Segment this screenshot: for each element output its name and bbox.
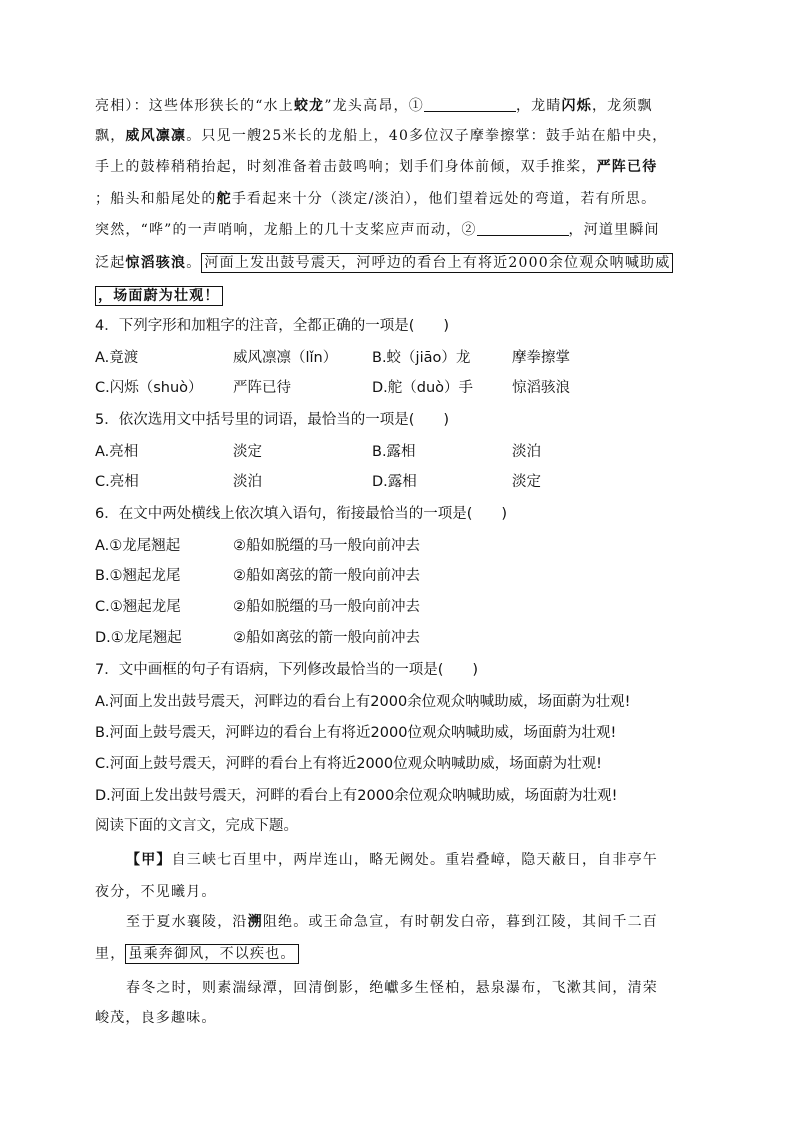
q5-option-b: B.露相 [372, 444, 416, 460]
text: 飘， [95, 128, 126, 144]
question-5-stem: 5．依次选用文中括号里的词语，最恰当的一项是( ) [95, 412, 450, 428]
classical-para-1-line-2: 夜分，不见曦月。 [95, 884, 217, 900]
q6-option-d-2: ②船如离弦的箭一般向前冲去 [233, 630, 420, 646]
boxed-sentence-end: ，场面蔚为壮观！ [95, 286, 223, 306]
q6-option-a: A.①龙尾翘起 [95, 538, 181, 554]
passage-line-5 [95, 220, 660, 240]
q7-option-c: C.河面上鼓号震天，河畔的看台上有将近2000位观众呐喊助威，场面蔚为壮观! [95, 756, 602, 772]
classical-para-1-line-1 [126, 850, 658, 870]
classical-para-2-line-1 [126, 912, 658, 932]
classical-para-3-line-1: 春冬之时，则素湍绿潭，回清倒影，绝巘多生怪柏，悬泉瀑布，飞漱其间，清荣 [126, 980, 658, 996]
fill-blank-1 [424, 97, 516, 112]
q4-option-b: B.蛟（jiāo）龙 [372, 350, 471, 366]
passage-line-4 [95, 189, 656, 209]
text: 阻绝。或王命急宣，有时朝发白帝，暮到江陵，其间千二百 [262, 914, 659, 930]
text: 泛起 [95, 255, 126, 271]
question-6-stem: 6．在文中两处横线上依次填入语句，衔接最恰当的一项是( ) [95, 506, 508, 522]
passage-line-6 [95, 253, 673, 273]
q4-option-a: A.竟渡 [95, 350, 139, 366]
q4-option-b-2: 摩拳擦掌 [512, 350, 570, 366]
q6-option-c: C.①翘起龙尾 [95, 599, 181, 615]
text: 。只见一艘25米长的龙船上，40多位汉子摩拳擦掌：鼓手站在船中央， [186, 128, 668, 144]
text: 亮相）：这些体形狭长的“水上 [95, 98, 294, 114]
text: ”龙头高昂，① [324, 98, 424, 114]
q4-option-a-2: 威风凛凛（lǐn） [233, 350, 338, 366]
question-4-stem: 4．下列字形和加粗字的注音，全都正确的一项是( ) [95, 318, 450, 334]
bold-word: 闪烁 [561, 98, 592, 114]
q6-option-b: B.①翘起龙尾 [95, 568, 181, 584]
text: 手上的鼓棒稍稍抬起，时刻准备着击鼓鸣响；划手们身体前倾，双手推桨， [95, 159, 597, 175]
q6-option-b-2: ②船如离弦的箭一般向前冲去 [233, 568, 420, 584]
q5-option-c: C.亮相 [95, 474, 139, 490]
q6-option-c-2: ②船如脱缰的马一般向前冲去 [233, 599, 420, 615]
reading-intro: 阅读下面的文言文，完成下题。 [95, 818, 298, 834]
bold-word: 严阵已待 [596, 159, 658, 175]
text: 至于夏水襄陵，沿 [126, 914, 248, 930]
q7-option-b: B.河面上鼓号震天，河畔边的看台上有将近2000位观众呐喊助威，场面蔚为壮观! [95, 725, 617, 741]
q5-option-d-2: 淡定 [512, 474, 541, 490]
q5-option-b-2: 淡泊 [512, 444, 541, 460]
question-7-stem: 7．文中画框的句子有语病，下列修改最恰当的一项是( ) [95, 662, 479, 678]
fill-blank-2 [477, 221, 569, 236]
text: ，龙须飘 [591, 98, 653, 114]
text: 突然，“哗”的一声哨响，龙船上的几十支桨应声而动，② [95, 222, 477, 238]
text: ，河道里瞬间 [568, 222, 660, 238]
bold-word: 蛟龙 [293, 98, 325, 114]
text: 手看起来十分（淡定/淡泊），他们望着远处的弯道，若有所思。 [231, 191, 657, 207]
classical-para-2-line-2 [95, 944, 299, 964]
passage-line-1 [95, 96, 653, 116]
q7-option-d: D.河面上发出鼓号震天，河畔的看台上有2000余位观众呐喊助威，场面蔚为壮观! [95, 788, 618, 804]
classical-para-3-line-2: 峻茂，良多趣味。 [95, 1010, 217, 1026]
q6-option-d: D.①龙尾翘起 [95, 630, 182, 646]
q5-option-a: A.亮相 [95, 444, 139, 460]
q6-option-a-2: ②船如脱缰的马一般向前冲去 [233, 538, 420, 554]
section-tag: 【甲】 [126, 852, 172, 868]
q4-option-d: D.舵（duò）手 [372, 380, 474, 396]
q7-option-a: A.河面上发出鼓号震天，河畔边的看台上有2000余位观众呐喊助威，场面蔚为壮观! [95, 694, 631, 710]
text: 。 [186, 255, 202, 271]
q5-option-c-2: 淡泊 [233, 474, 262, 490]
q4-option-c-2: 严阵已待 [233, 380, 291, 396]
passage-line-3 [95, 157, 657, 177]
bold-word: 惊滔骇浪 [125, 255, 187, 271]
text: 里， [95, 946, 126, 962]
q4-option-d-2: 惊滔骇浪 [512, 380, 570, 396]
text: ；船头和船尾处的 [95, 191, 217, 207]
passage-line-2 [95, 126, 667, 146]
bold-word: 威风凛凛 [125, 128, 187, 144]
q4-option-c: C.闪烁（shuò） [95, 380, 203, 396]
passage-line-7 [95, 286, 223, 306]
q5-option-d: D.露相 [372, 474, 417, 490]
boxed-sentence-classical: 虽乘奔御风，不以疾也。 [125, 944, 298, 964]
boxed-sentence: 河面上发出鼓号震天，河呼边的看台上有将近2000余位观众呐喊助威 [201, 253, 673, 273]
text: 自三峡七百里中，两岸连山，略无阙处。重岩叠嶂，隐天蔽日，自非亭午 [171, 852, 659, 868]
text: ，龙睛 [515, 98, 562, 114]
bold-word: 舵 [216, 191, 232, 207]
bold-word: 溯 [247, 914, 263, 930]
q5-option-a-2: 淡定 [233, 444, 262, 460]
